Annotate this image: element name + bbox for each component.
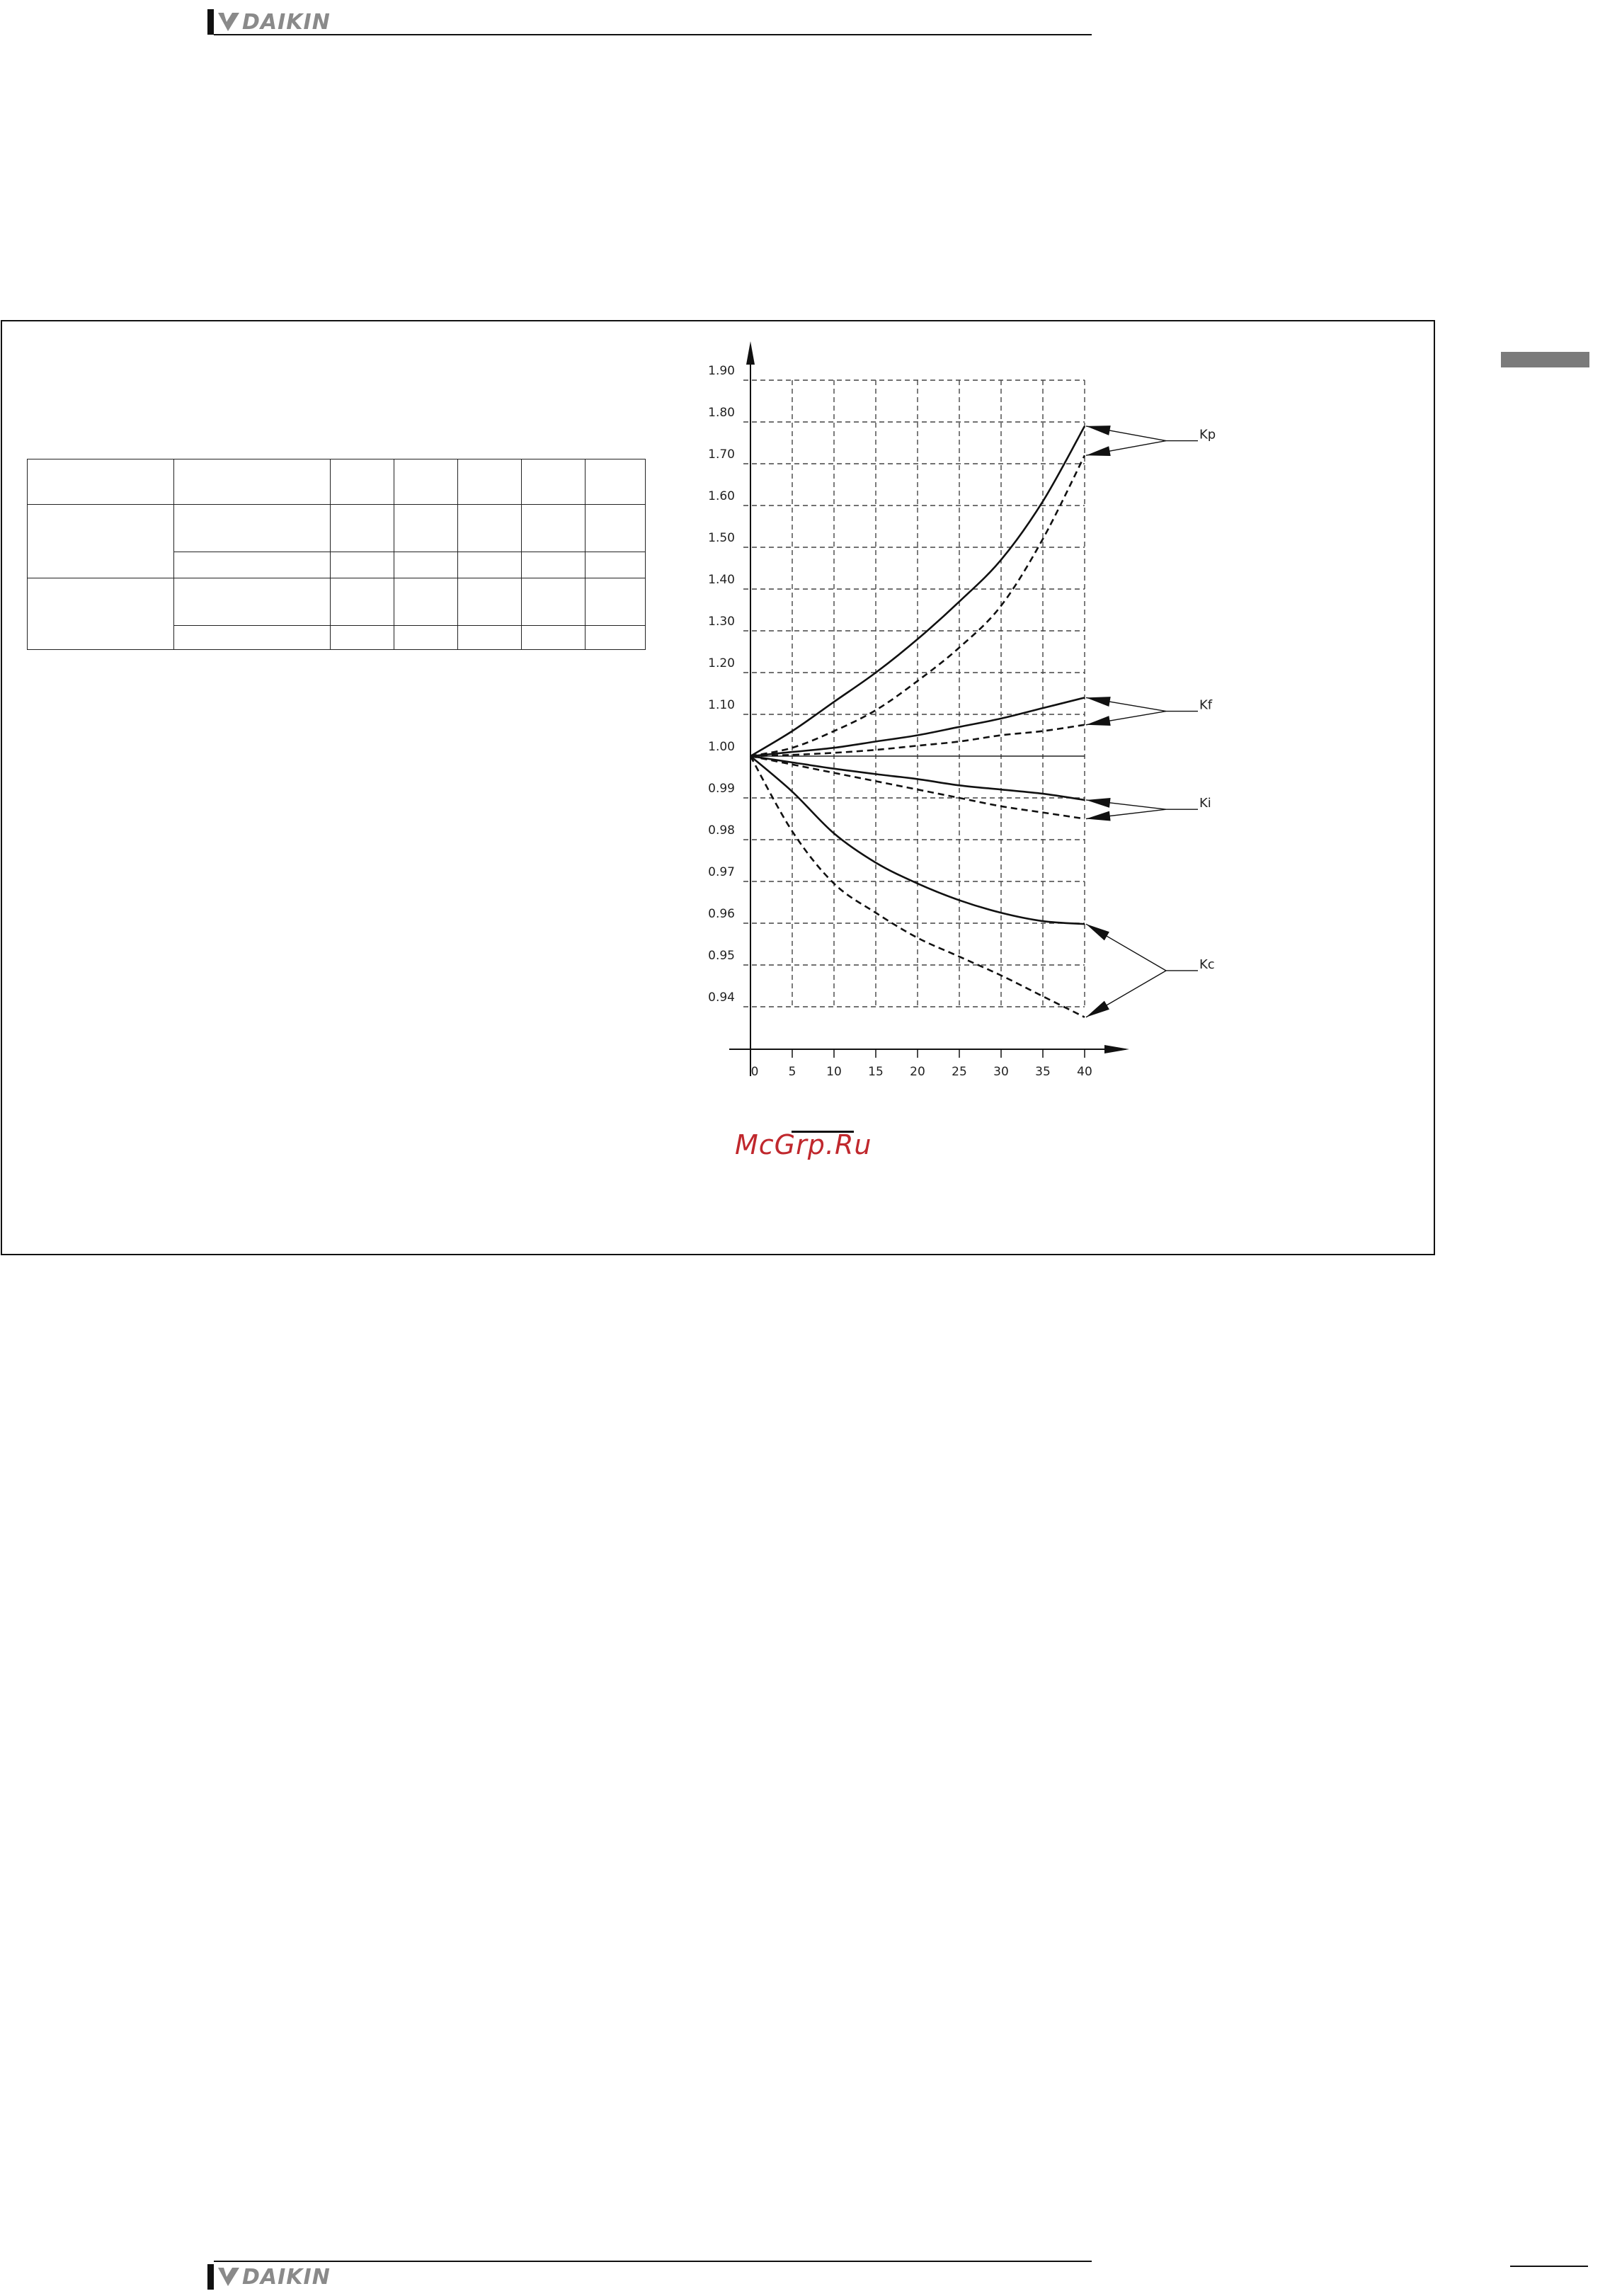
- header-logo: [207, 7, 331, 37]
- x-tick-label: 30: [993, 1065, 1009, 1079]
- logo-bar: [207, 2264, 214, 2290]
- table-cell: [586, 626, 646, 650]
- x-tick-label: 20: [910, 1065, 925, 1079]
- table-cell: [331, 626, 394, 650]
- table-cell: [522, 459, 586, 505]
- y-tick-label: 1.00: [708, 740, 735, 754]
- table-cell: [458, 459, 522, 505]
- y-tick-label: 0.94: [708, 990, 735, 1005]
- y-tick-label: 1.60: [708, 489, 735, 503]
- y-tick-label: 1.10: [708, 698, 735, 712]
- x-tick-label: 5: [788, 1065, 796, 1079]
- table-cell: [394, 552, 458, 578]
- table-cell: [28, 459, 174, 505]
- footer-rule-right: [1510, 2266, 1588, 2267]
- table-cell: [394, 459, 458, 505]
- table-cell: [28, 578, 174, 650]
- leader-arrowhead: [1086, 425, 1111, 435]
- correction-factor-chart: [680, 333, 1246, 1097]
- x-tick-label: 0: [750, 1065, 759, 1079]
- correction-factor-table: [27, 459, 646, 650]
- table-cell: [394, 578, 458, 626]
- table-cell: [522, 626, 586, 650]
- table-cell: [174, 552, 331, 578]
- table-cell: [458, 626, 522, 650]
- table-cell: [458, 505, 522, 552]
- series-label-kp: Kp: [1199, 427, 1216, 442]
- x-tick-label: 40: [1077, 1065, 1092, 1079]
- table-cell: [331, 578, 394, 626]
- table-cell: [586, 505, 646, 552]
- table-row: [28, 505, 646, 552]
- table-cell: [458, 552, 522, 578]
- table-cell: [522, 505, 586, 552]
- x-tick-label: 15: [868, 1065, 884, 1079]
- series-label-ki: Ki: [1199, 796, 1211, 811]
- table-cell: [586, 459, 646, 505]
- table-cell: [174, 578, 331, 626]
- footer-logo: [207, 2262, 331, 2292]
- table-cell: [522, 578, 586, 626]
- table-cell: [174, 459, 331, 505]
- x-tick-label: 35: [1035, 1065, 1051, 1079]
- table-cell: [586, 578, 646, 626]
- leader-arrowhead: [1086, 697, 1111, 707]
- y-tick-label: 0.96: [708, 907, 735, 921]
- brand-name: DAIKIN: [242, 9, 331, 35]
- section-tab: [1501, 352, 1589, 367]
- y-tick-label: 1.70: [708, 447, 735, 462]
- leader-arrowhead: [1086, 716, 1111, 726]
- y-tick-label: 1.50: [708, 531, 735, 545]
- x-axis-arrow: [1104, 1045, 1129, 1053]
- leader-arrowhead: [1086, 924, 1109, 940]
- table-cell: [586, 552, 646, 578]
- table-cell: [28, 505, 174, 578]
- table-cell: [331, 505, 394, 552]
- x-tick-label: 25: [952, 1065, 967, 1079]
- table-cell: [394, 505, 458, 552]
- table-cell: [331, 459, 394, 505]
- leader-arrowhead: [1086, 1001, 1109, 1017]
- table-cell: [331, 552, 394, 578]
- header-rule: [214, 34, 1092, 35]
- leader-arrowhead: [1086, 798, 1111, 808]
- y-tick-label: 0.97: [708, 865, 735, 879]
- table-cell: [174, 626, 331, 650]
- table-cell: [394, 626, 458, 650]
- y-tick-label: 1.90: [708, 364, 735, 378]
- y-tick-label: 1.40: [708, 573, 735, 587]
- series-label-kc: Kc: [1199, 956, 1215, 972]
- watermark: McGrp.Ru: [735, 1129, 872, 1160]
- table-cell: [458, 578, 522, 626]
- y-tick-label: 0.99: [708, 782, 735, 796]
- table-cell: [174, 505, 331, 552]
- y-tick-label: 1.20: [708, 656, 735, 670]
- daikin-logo-icon: [218, 2266, 239, 2288]
- daikin-logo-icon: [218, 11, 239, 33]
- leader-arrowhead: [1086, 811, 1111, 821]
- y-tick-label: 1.30: [708, 615, 735, 629]
- table-row: [28, 578, 646, 626]
- y-axis-arrow: [746, 341, 755, 365]
- series-label-kf: Kf: [1199, 697, 1213, 713]
- table-row: [28, 459, 646, 505]
- footer-rule: [214, 2261, 1092, 2262]
- y-tick-label: 0.98: [708, 823, 735, 838]
- table-cell: [522, 552, 586, 578]
- y-tick-label: 1.80: [708, 406, 735, 420]
- leader-arrowhead: [1086, 446, 1111, 456]
- brand-name: DAIKIN: [242, 2264, 331, 2290]
- logo-bar: [207, 9, 214, 35]
- y-tick-label: 0.95: [708, 949, 735, 963]
- x-tick-label: 10: [826, 1065, 842, 1079]
